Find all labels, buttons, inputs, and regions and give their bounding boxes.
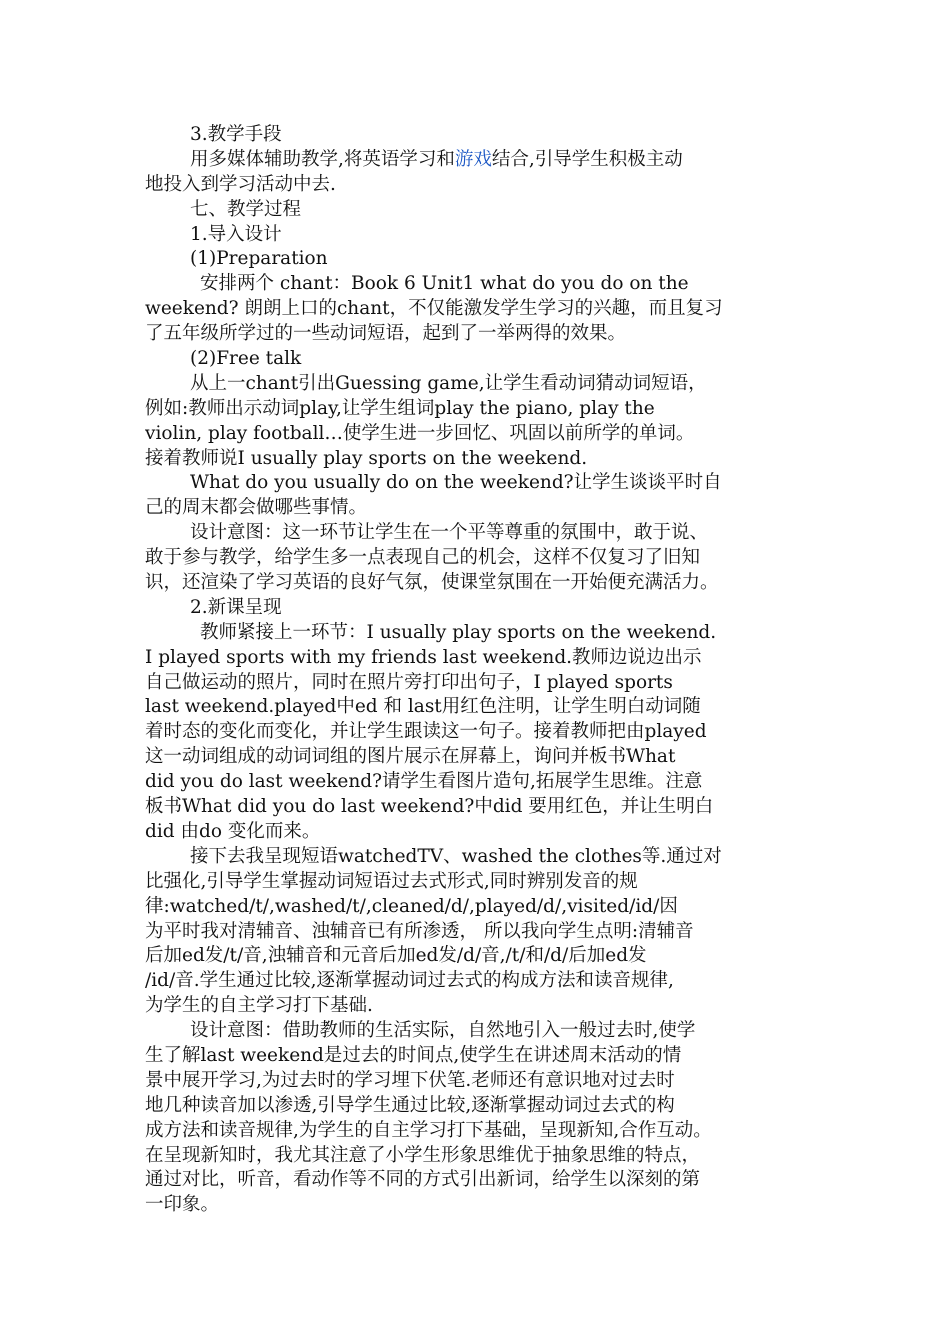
text-line: 识，还渲染了学习英语的良好气氛，使课堂氛围在一开始便充满活力。 xyxy=(145,572,719,594)
text-segment: 结合,引导学生积极主动 xyxy=(491,148,683,170)
text-line: 着时态的变化而变化，并让学生跟读这一句子。接着教师把由played xyxy=(145,721,707,743)
text-line: 设计意图：借助教师的生活实际，自然地引入一般过去时,使学 xyxy=(190,1020,696,1042)
text-line: 通过对比，听音，看动作等不同的方式引出新词，给学生以深刻的第 xyxy=(145,1169,701,1191)
text-line: last weekend.played中ed 和 last用红色注明，让学生明白动词随 xyxy=(145,696,701,718)
text-line: 自己做运动的照片，同时在照片旁打印出句子，I played sports xyxy=(145,671,673,693)
text-line: 七、教学过程 xyxy=(190,198,302,220)
text-line: 己的周末都会做哪些事情。 xyxy=(145,497,368,519)
text-line: 这一动词组成的动词词组的图片展示在屏幕上，询问并板书What xyxy=(145,746,676,768)
text-line: 成方法和读音规律,为学生的自主学习打下基础，呈现新知,合作互动。 xyxy=(145,1119,712,1141)
text-line: violin, play football…使学生进一步回忆、巩固以前所学的单词。 xyxy=(145,422,695,444)
text-line: 律:watched/t/,washed/t/,cleaned/d/,played/d/,visited/id/因 xyxy=(145,895,678,917)
text-line: 3.教学手段 xyxy=(190,124,282,145)
text-line: 设计意图：这一环节让学生在一个平等尊重的氛围中，敢于说、 xyxy=(190,522,709,544)
text-line: 比强化,引导学生掌握动词短语过去式形式,同时辨别发音的规 xyxy=(145,870,638,892)
text-line: 地投入到学习活动中去. xyxy=(145,173,336,195)
text-line: 地几种读音加以渗透,引导学生通过比较,逐渐掌握动词过去式的构 xyxy=(145,1094,675,1116)
document-body xyxy=(145,123,810,1218)
text-line: 景中展开学习,为过去时的学习埋下伏笔.老师还有意识地对过去时 xyxy=(145,1069,675,1091)
text-line: 2.新课呈现 xyxy=(190,596,282,618)
text-line: 为学生的自主学习打下基础. xyxy=(145,995,373,1017)
text-line: 为平时我对清辅音、浊辅音已有所渗透， 所以我向学生点明:清辅音 xyxy=(145,920,694,942)
text-line: /id/音.学生通过比较,逐渐掌握动词过去式的构成方法和读音规律, xyxy=(145,970,674,992)
text-line: 一印象。 xyxy=(145,1194,220,1216)
text-line: 在呈现新知时，我尤其注意了小学生形象思维优于抽象思维的特点， xyxy=(145,1144,701,1166)
text-line: 板书What did you do last weekend?中did 要用红色，并让生明白 xyxy=(145,796,714,818)
text-line xyxy=(145,148,810,173)
text-line: 接下去我呈现短语watchedTV、washed the clothes等.通过对 xyxy=(190,845,722,867)
text-line: did 由do 变化而来。 xyxy=(145,820,321,842)
text-line: 教师紧接上一环节：I usually play sports on the weekend. xyxy=(200,621,717,643)
text-line: (2)Free talk xyxy=(190,348,302,370)
text-line: did you do last weekend?请学生看图片造句,拓展学生思维。注意 xyxy=(145,771,703,793)
text-line: 1.导入设计 xyxy=(190,223,282,245)
text-line: 生了解last weekend是过去的时间点,使学生在讲述周末活动的情 xyxy=(145,1044,682,1066)
text-line: (1)Preparation xyxy=(190,248,328,270)
hyperlink-text[interactable]: 游戏 xyxy=(454,148,492,170)
text-line: 后加ed发/t/音,浊辅音和元音后加ed发/d/音,/t/和/d/后加ed发 xyxy=(145,945,647,967)
text-line: 安排两个 chant：Book 6 Unit1 what do you do on the xyxy=(200,273,689,295)
text-line: 例如:教师出示动词play,让学生组词play the piano, play the xyxy=(145,397,655,419)
text-line: 接着教师说I usually play sports on the weekend. xyxy=(145,447,588,469)
text-line: 从上一chant引出Guessing game,让学生看动词猜动词短语， xyxy=(190,372,707,394)
text-line: What do you usually do on the weekend?让学生谈谈平时自 xyxy=(190,472,722,494)
text-line: 了五年级所学过的一些动词短语，起到了一举两得的效果。 xyxy=(145,323,627,345)
text-segment: 用多媒体辅助教学,将英语学习和 xyxy=(190,148,455,170)
text-line: I played sports with my friends last weekend.教师边说边出示 xyxy=(145,646,702,668)
text-line: weekend? 朗朗上口的chant，不仅能激发学生学习的兴趣，而且复习 xyxy=(145,298,723,320)
text-line: 敢于参与教学，给学生多一点表现自己的机会，这样不仅复习了旧知 xyxy=(145,547,701,569)
